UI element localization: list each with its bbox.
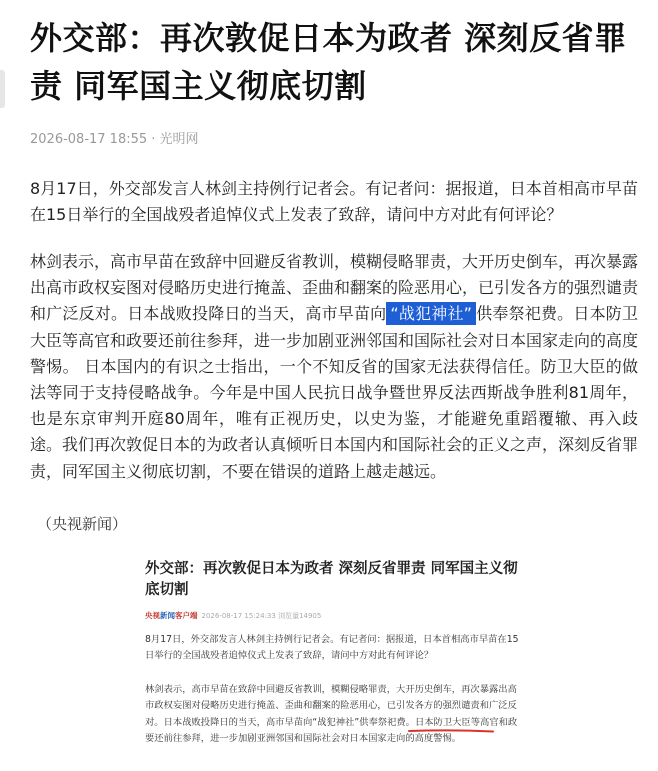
article-source: （央视新闻） [37, 515, 128, 533]
cctv-news-logo: 央视新闻客户端 [145, 611, 198, 620]
embedded-title: 外交部：再次敦促日本为政者 深刻反省罪责 同军国主义彻底切割 [145, 561, 518, 598]
red-underline-mark [408, 729, 494, 733]
paragraph-2-text-b: 供奉祭祀费。日本防卫大臣等高官和政要还前往参拜，进一步加剧亚洲邻国和国际社会对日本国家走向的高度警惕。 日本国内的有识之士指出，一个不知反省的国家无法获得信任。防卫大臣的做法等同于支持侵略战争。今年是中国人民抗日战争暨世界反法西斯战争胜利81周年，也是东京审判开庭80周年，唯有正视历史，以史为鉴，才能避免重蹈覆辙、再入歧途。我们再次敦促日本的为政者认真倾听日本国内和国际社会的正义之声，深刻反省罪责，同军国主义彻底切割，不要在错误的道路上越走越远。 [30, 304, 639, 481]
article-meta: 2026-08-17 18:55 · 光明网 [30, 132, 199, 147]
highlighted-phrase: “战犯神社” [386, 302, 476, 325]
embedded-paragraph-2: 林剑表示，高市早苗在致辞中回避反省教训，模糊侵略罪责，大开历史倒车，再次暴露出高市政权妄图对侵略历史进行掩盖、歪曲和翻案的险恶用心，已引发各方的强烈谴责和广泛反对。日本战败投降日的当天，高市早苗向“战犯神社”供奉祭祀费。日本防卫大臣等高官和政要还前往参拜，进一步加剧亚洲邻国和国际社会对日本国家走向的高度警惕。 [145, 684, 518, 745]
embedded-screenshot [140, 547, 525, 771]
paragraph-2-text-a: 林剑表示，高市早苗在致辞中回避反省教训，模糊侵略罪责，大开历史倒车，再次暴露出高市政权妄图对侵略历史进行掩盖、歪曲和翻案的险恶用心，已引发各方的强烈谴责和广泛反对。日本战败投降日的当天，高市早苗向 [30, 252, 639, 324]
article-title: 外交部：再次敦促日本为政者 深刻反省罪责 同军国主义彻底切割 [30, 19, 627, 105]
embedded-paragraph-1: 8月17日，外交部发言人林剑主持例行记者会。有记者问：据报道，日本首相高市早苗在15日举行的全国战殁者追悼仪式上发表了致辞，请问中方对此有何评论？ [145, 634, 519, 662]
embedded-meta: 2026-08-17 15:24:33 浏览量14905 [201, 612, 322, 620]
embedded-meta-row [145, 611, 321, 621]
side-accent-bar [0, 70, 5, 108]
article-paragraph-2 [30, 249, 638, 485]
article-paragraph-1: 8月17日，外交部发言人林剑主持例行记者会。有记者问：据报道，日本首相高市早苗在15日举行的全国战殁者追悼仪式上发表了致辞，请问中方对此有何评论？ [30, 179, 638, 225]
